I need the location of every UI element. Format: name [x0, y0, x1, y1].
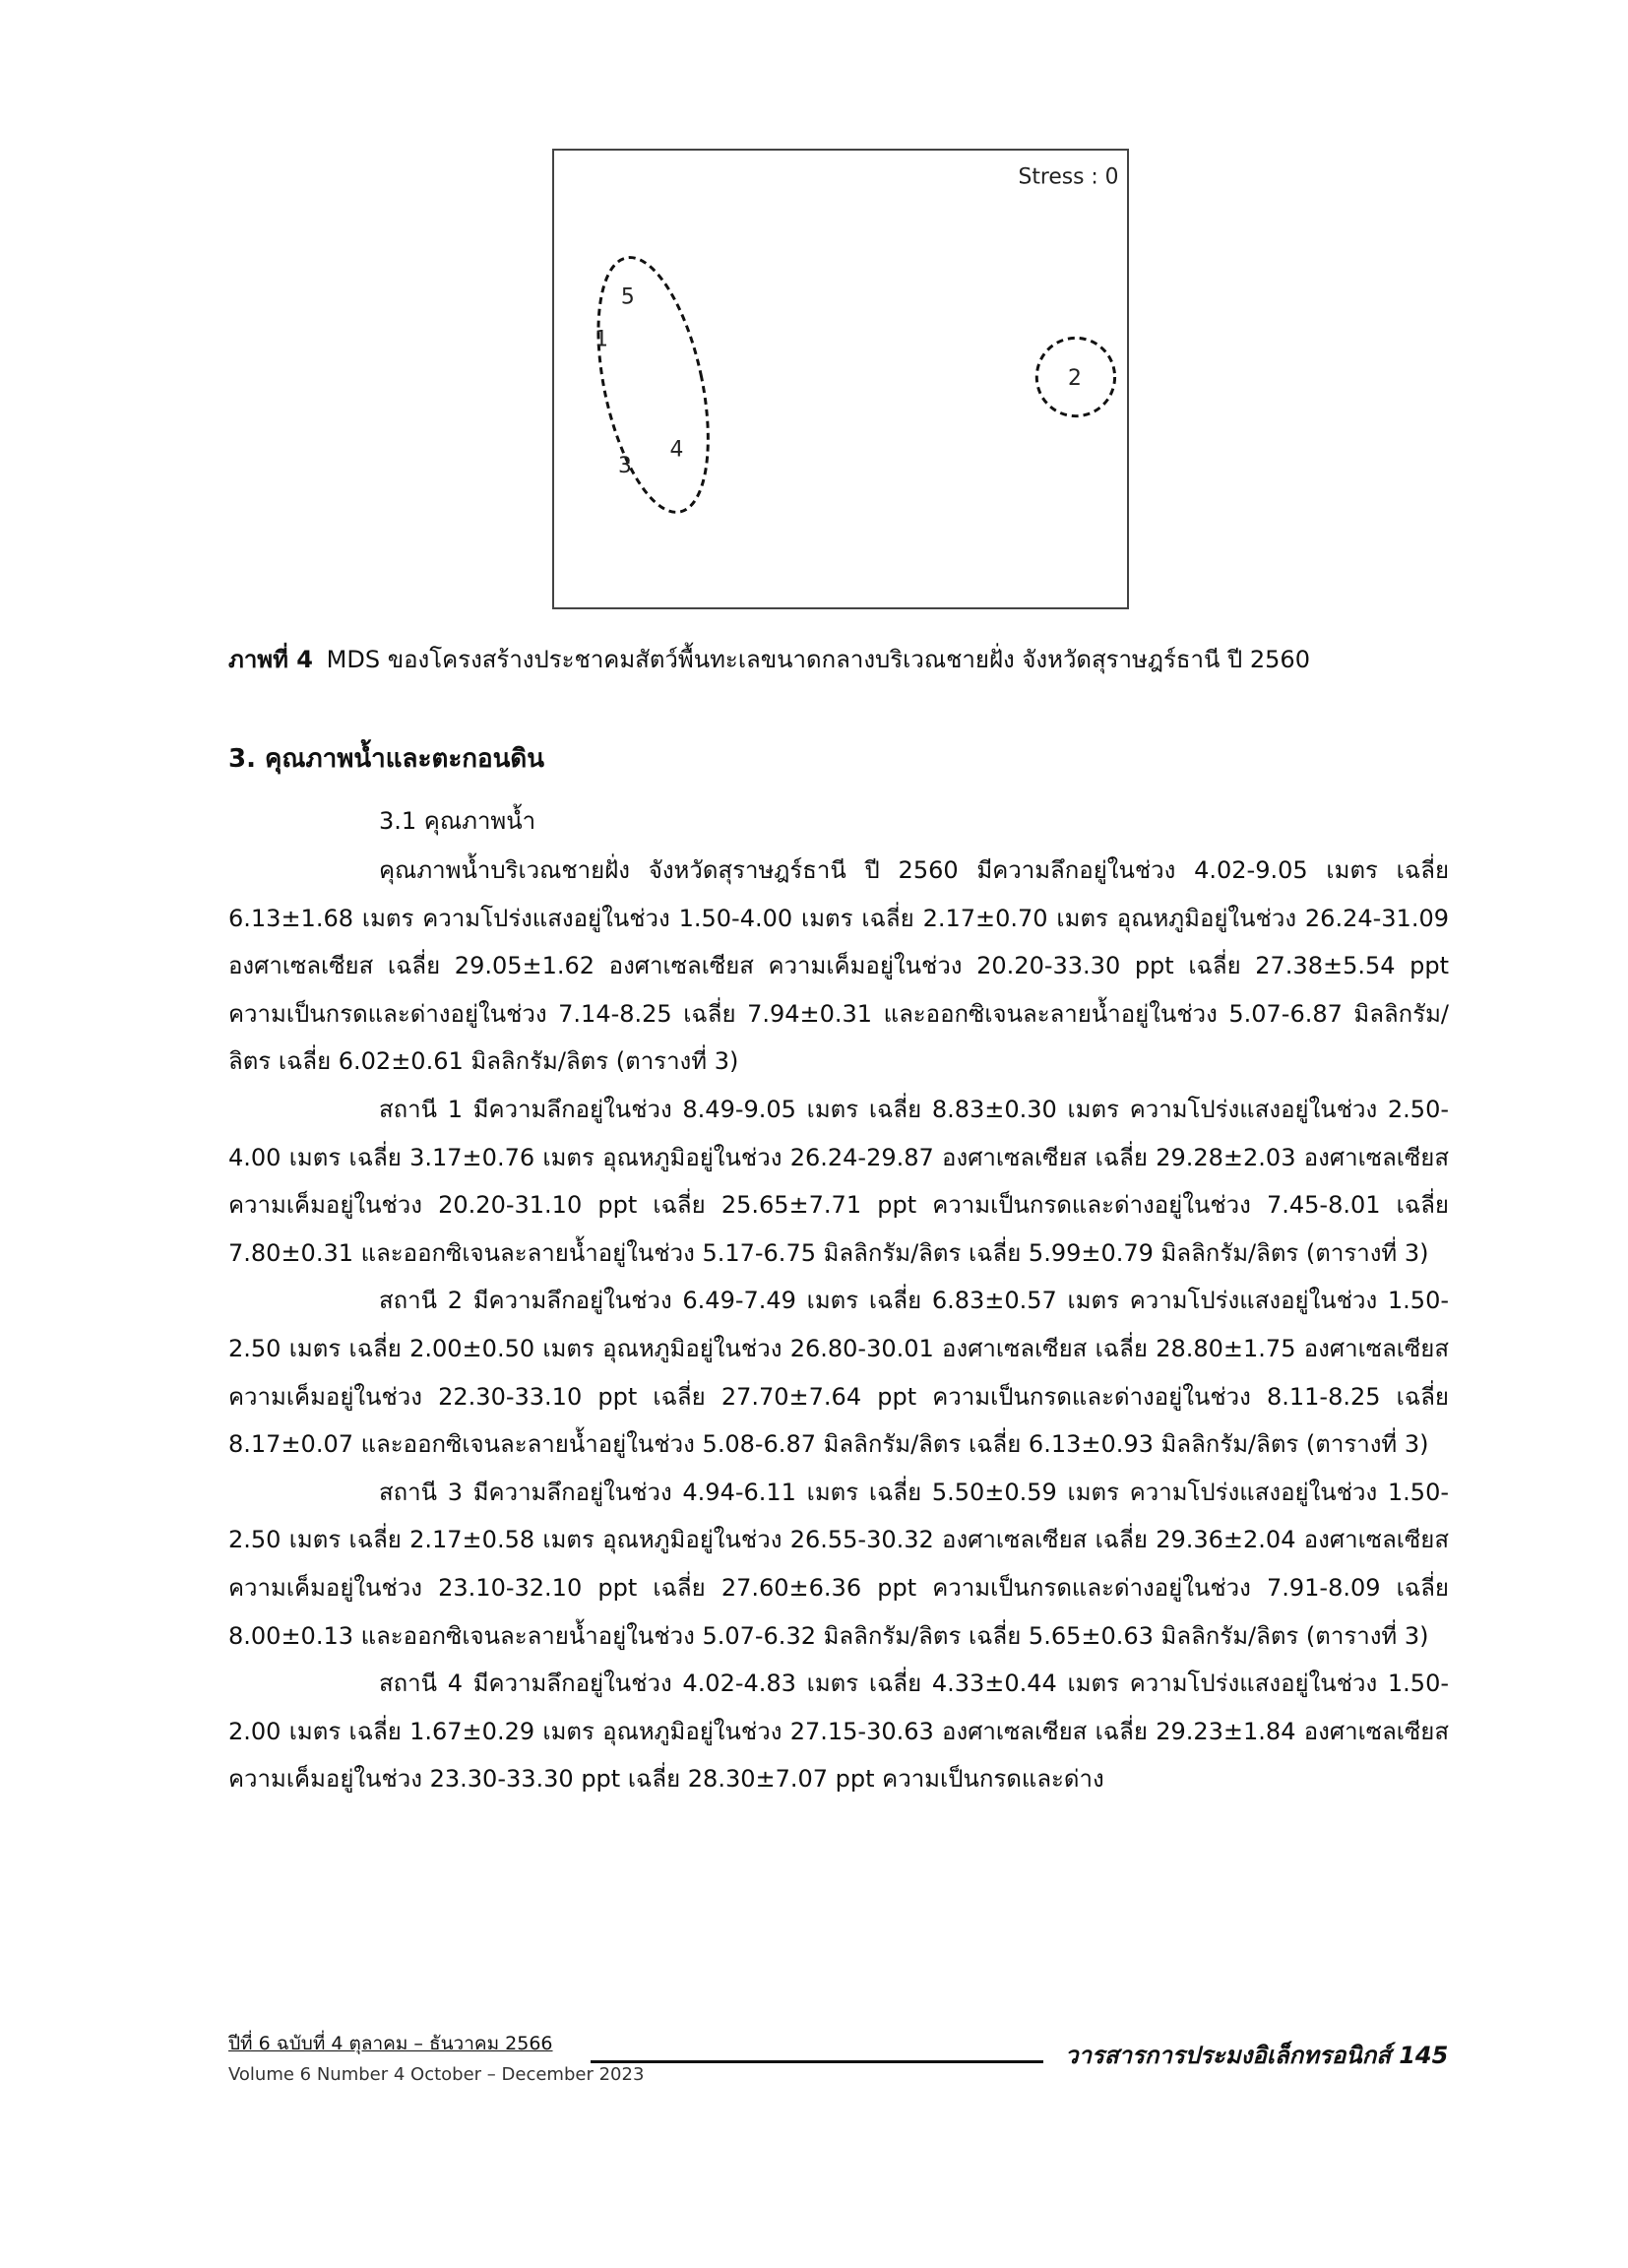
figure-caption-label: ภาพที่ 4 [228, 646, 313, 673]
body-text [228, 847, 1449, 1803]
cluster-ellipse-left [579, 248, 728, 523]
paragraph-station-2: สถานี 2 มีความลึกอยู่ในช่วง 6.49-7.49 เมตร เฉลี่ย 6.83±0.57 เมตร ความโปร่งแสงอยู่ในช่วง 1.50-2.50 เมตร เฉลี่ย 2.00±0.50 เมตร อุณหภูมิอยู่ในช่วง 26.80-30.01 องศาเซลเซียส เฉลี่ย 28.80±1.75 องศาเซลเซียส ความเค็มอยู่ในช่วง 22.30-33.10 ppt เฉลี่ย 27.70±7.64 ppt ความเป็นกรดและด่างอยู่ในช่วง 8.11-8.25 เฉลี่ย 8.17±0.07 และออกซิเจนละลายน้ำอยู่ในช่วง 5.08-6.87 มิลลิกรัม/ลิตร เฉลี่ย 6.13±0.93 มิลลิกรัม/ลิตร (ตารางที่ 3) [228, 1287, 1449, 1459]
mds-figure [552, 149, 1129, 609]
point-label-1: 1 [595, 327, 609, 352]
footer-divider [591, 2060, 1043, 2063]
footer-issue [228, 2032, 644, 2087]
paragraph-station-4: สถานี 4 มีความลึกอยู่ในช่วง 4.02-4.83 เมตร เฉลี่ย 4.33±0.44 เมตร ความโปร่งแสงอยู่ในช่วง 1.50-2.00 เมตร เฉลี่ย 1.67±0.29 เมตร อุณหภูมิอยู่ในช่วง 27.15-30.63 องศาเซลเซียส เฉลี่ย 29.23±1.84 องศาเซลเซียส ความเค็มอยู่ในช่วง 23.30-33.30 ppt เฉลี่ย 28.30±7.07 ppt ความเป็นกรดและด่าง [228, 1670, 1449, 1794]
point-label-5: 5 [620, 284, 635, 310]
subsection-heading: 3.1 คุณภาพน้ำ [379, 807, 536, 835]
figure-caption [228, 642, 1498, 677]
point-label-4: 4 [669, 437, 684, 463]
footer-issue-thai: ปีที่ 6 ฉบับที่ 4 ตุลาคม – ธันวาคม 2566 [228, 2033, 553, 2054]
point-label-2: 2 [1068, 365, 1082, 391]
mds-plot [554, 151, 1127, 607]
section-heading: 3. คุณภาพน้ำและตะกอนดิน [228, 744, 545, 774]
stress-label: Stress : 0 [1018, 164, 1119, 190]
paragraph-station-3: สถานี 3 มีความลึกอยู่ในช่วง 4.94-6.11 เมตร เฉลี่ย 5.50±0.59 เมตร ความโปร่งแสงอยู่ในช่วง 1.50-2.50 เมตร เฉลี่ย 2.17±0.58 เมตร อุณหภูมิอยู่ในช่วง 26.55-30.32 องศาเซลเซียส เฉลี่ย 29.36±2.04 องศาเซลเซียส ความเค็มอยู่ในช่วง 23.10-32.10 ppt เฉลี่ย 27.60±6.36 ppt ความเป็นกรดและด่างอยู่ในช่วง 7.91-8.09 เฉลี่ย 8.00±0.13 และออกซิเจนละลายน้ำอยู่ในช่วง 5.07-6.32 มิลลิกรัม/ลิตร เฉลี่ย 5.65±0.63 มิลลิกรัม/ลิตร (ตารางที่ 3) [228, 1478, 1449, 1650]
paragraph-station-1: สถานี 1 มีความลึกอยู่ในช่วง 8.49-9.05 เมตร เฉลี่ย 8.83±0.30 เมตร ความโปร่งแสงอยู่ในช่วง 2.50-4.00 เมตร เฉลี่ย 3.17±0.76 เมตร อุณหภูมิอยู่ในช่วง 26.24-29.87 องศาเซลเซียส เฉลี่ย 29.28±2.03 องศาเซลเซียส ความเค็มอยู่ในช่วง 20.20-31.10 ppt เฉลี่ย 25.65±7.71 ppt ความเป็นกรดและด่างอยู่ในช่วง 7.45-8.01 เฉลี่ย 7.80±0.31 และออกซิเจนละลายน้ำอยู่ในช่วง 5.17-6.75 มิลลิกรัม/ลิตร เฉลี่ย 5.99±0.79 มิลลิกรัม/ลิตร (ตารางที่ 3) [228, 1095, 1449, 1267]
figure-caption-text: MDS ของโครงสร้างประชาคมสัตว์พื้นทะเลขนาดกลางบริเวณชายฝั่ง จังหวัดสุราษฎร์ธานี ปี 2560 [326, 646, 1310, 673]
paragraph-summary: คุณภาพน้ำบริเวณชายฝั่ง จังหวัดสุราษฎร์ธานี ปี 2560 มีความลึกอยู่ในช่วง 4.02-9.05 เมตร เฉลี่ย 6.13±1.68 เมตร ความโปร่งแสงอยู่ในช่วง 1.50-4.00 เมตร เฉลี่ย 2.17±0.70 เมตร อุณหภูมิอยู่ในช่วง 26.24-31.09 องศาเซลเซียส เฉลี่ย 29.05±1.62 องศาเซลเซียส ความเค็มอยู่ในช่วง 20.20-33.30 ppt เฉลี่ย 27.38±5.54 ppt ความเป็นกรดและด่างอยู่ในช่วง 7.14-8.25 เฉลี่ย 7.94±0.31 และออกซิเจนละลายน้ำอยู่ในช่วง 5.07-6.87 มิลลิกรัม/ลิตร เฉลี่ย 6.02±0.61 มิลลิกรัม/ลิตร (ตารางที่ 3) [228, 856, 1449, 1076]
footer-issue-english: Volume 6 Number 4 October – December 2023 [228, 2064, 645, 2085]
footer-journal-page: วารสารการประมงอิเล็กทรอนิกส์ 145 [1065, 2042, 1449, 2069]
point-label-3: 3 [617, 454, 632, 479]
